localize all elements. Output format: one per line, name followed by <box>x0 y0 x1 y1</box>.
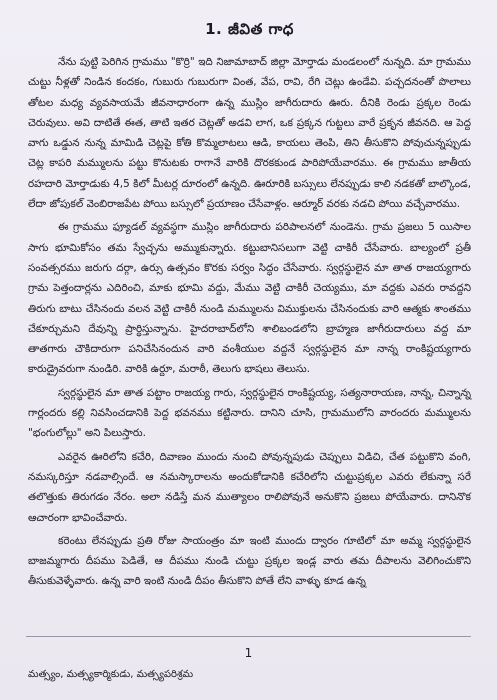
paragraph-2: ఈ గ్రామము ఫ్యూడల్ వ్యవస్థగా ముస్లిం జాగీరుదారు పరిపాలనలో నుండెను. గ్రామ ప్రజలు 5 యిసాల సాగు భూమికోసం తమ స్వేచ్ఛను అమ్ముకున్నారు. కట్టుబానిసలుగా వెట్టి చాకిరీ చేసేవారు. బాల్యంలో ప్రతీ సంవత్సరము జరుగు దర్గా, ఉర్సు ఉత్సవం కొరకు సర్వం సిద్ధం చేసేవారు. స్వర్గస్థులైన మా తాత రాజయ్యగారు గ్రామ పెత్తందార్లను ఎదిరించి, మాకు భూమి వద్దు, మేము వెట్టి చాకిరీ చెయ్యము, మా వద్దకు ఎవరు రావద్దని తిరుగు బాటు చేసినందు వలన వెట్టి చాకిరీ నుండి మమ్ములను విముక్తులను చేసినందుకు వారి ఆత్మకు శాంతము చేకూర్చుమని దేవున్ని ప్రార్థిస్తున్నాను. హైదరాబాద్‌లోని శాలిబండలోని బ్రాహ్మణ జాగీరుదారులు వద్ద మా తాతగారు చౌకిదారుగా పనిచేసినందున వారి వంశీయుల వద్దనే స్వర్గస్థులైన మా నాన్న రాంకిష్టయ్యగారు కారుడ్రైవరుగా నుండిరి. వారికి ఉర్దూ, మరాఠీ, తెలుగు భాషలు తెలుసు. <box>28 221 471 376</box>
page-number: 1 <box>244 646 253 660</box>
footer-title: మత్స్యం, మత్స్యకార్మికుడు, మత్స్యపరిశ్రమ <box>28 669 194 680</box>
paragraph-4: ఎవరైన ఊరిలోని కచేరి, దివాణం ముందు నుంచి పోవున్నపుడు చెప్పులు విడిచి, చేత పట్టుకొని వంగి, నమస్కరిస్తూ నడవాల్సిందే. ఆ నమస్కారాలను అందుకోడానికి కచేరిలోని చుట్టుప్రక్కల ఎవరు లేకున్నా సరే తలొత్తుకు తిరుగడం నేరం. అలా నడిస్తే మన ముత్యాలం రాలిపోవునే అనుకొని ప్రజలు పోయేవారు. దానినొక ఆచారంగా భావించేవారు. <box>28 450 471 524</box>
paragraph-1: నేను పుట్టి పెరిగిన గ్రామము "కొర్రి" ఇది నిజామాబాద్ జిల్లా మోర్తాడు మండలంలో నున్నది. మా గ్రామము చుట్టు నీళ్లతో నిండిన కందకం, గుబురు గుబురుగా వింత, వేప, రావి, రేగి చెట్లు ఉండేవి. పచ్చదనంతో పొలాలు తోటల మధ్య వ్యవసాయమే జీవనాధారంగా ఉన్న ముస్లిం జాగీరుదారు ఊరు. దీనికి రెండు ప్రక్కల రెండు చెరువులు. అవి దాటితే ఈత, తాటి ఇతర చెట్లతో అడవి లాగ, ఒక ప్రక్కన గుట్టలు వారే ప్రకృన జీవనది. ఆ పెద్ద వాగు ఒడ్డున నున్న మామిడి చెట్లపై కోతి కొమ్మలాటలు ఆడి, కాయలు తెంపి, తిని తీసుకొని పోవుచున్నప్పుడు చెట్ల కాపరి మమ్ములను పట్టు కొనుటకు రాగానే వారికి దొరకకుండ పారిపోయేవారము. ఈ గ్రామము జాతీయ రహదారి మోర్తాడుకు 4,5 కిలో మీటర్ల దూరంలో ఉన్నది. ఊరూరికి బస్సులు లేనప్పుడు కాలి నడకతో బాల్కొండ, లేదా జోపుకల్ వెంబిరాజపేట పోయి బస్సులో ప్రయాణం చేసేవాళ్లం. ఆర్మూర్ వరకు నడచి పోయి వచ్చేవారము. <box>28 56 471 211</box>
chapter-title: 1. జీవిత గాధ <box>205 20 294 38</box>
paragraph-5: కరెంటు లేనప్పుడు ప్రతి రోజు సాయంత్రం మా ఇంటి ముందు ద్వారం గూటిలో మా అమ్మ స్వర్గస్థులైన బాజమ్మగారు దీపము పెడితే, ఆ దీపము నుండి చుట్టు ప్రక్కల ఇండ్ల వారు తమ దీపాలను వెలిగించుకొని తీసుకువెళ్ళేవారు. ఉన్న వారి ఇంటి నుండి దీపం తీసుకొని పోతే లేని వాళ్ళు కూడ ఉన్న <box>28 534 471 588</box>
footer-divider <box>26 636 471 637</box>
paragraph-3: స్వర్గస్థులైన మా తాత పట్టాం రాజయ్య గారు, స్వర్గస్థులైన రాంకిష్టయ్య, సత్యనారాయణ, నాన్న, చిన్నాన్న గార్లందరు కల్లి నివసించడానికి పెద్ద భవనము కట్టినారు. దానిని చూసి, గ్రామములోని వారందరు మమ్ములను "భంగులోల్లు" అని పిలుస్తారు. <box>28 386 471 440</box>
